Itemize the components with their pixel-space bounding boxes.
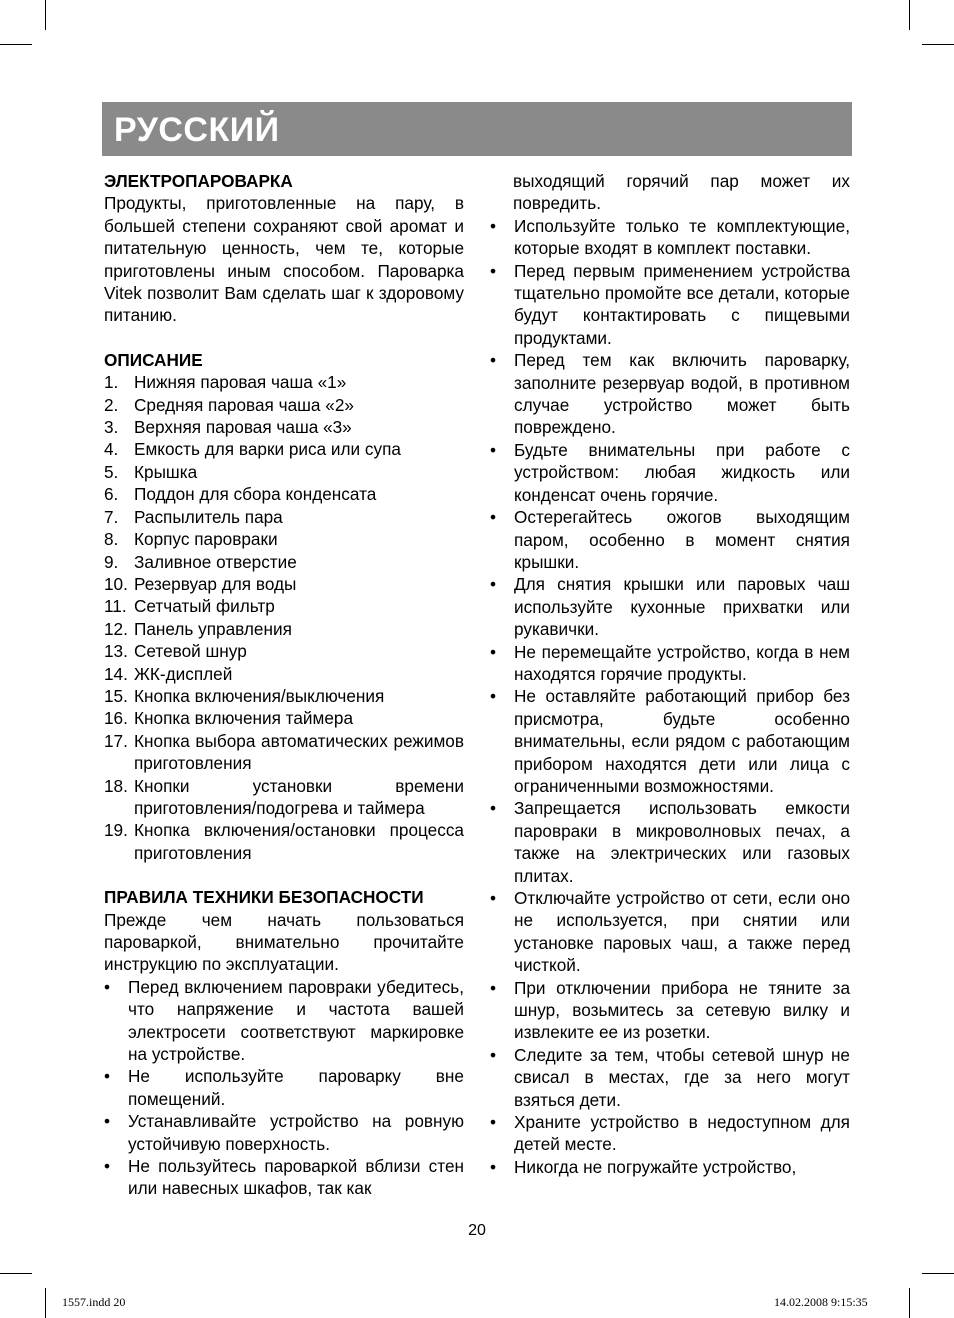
list-item: 15. Кнопка включения/выключения <box>104 685 385 706</box>
list-item: 16. Кнопка включения таймера <box>104 708 354 729</box>
crop-mark-top-left-v <box>45 0 46 30</box>
language-header-bar <box>102 102 852 156</box>
crop-mark-bottom-right-h <box>922 1273 954 1274</box>
parts-list <box>104 371 464 864</box>
list-item: • Устанавливайте устройство на ровную устойчивую поверхность. <box>104 1111 464 1154</box>
list-item: • Используйте только те комплектующие, которые входят в комплект поставки. <box>490 215 850 259</box>
bullet-icon: • <box>104 1156 111 1177</box>
list-item: 4. Емкость для варки риса или супа <box>104 439 401 460</box>
crop-mark-top-right-h <box>922 44 954 45</box>
list-item: 3. Верхняя паровая чаша «3» <box>104 417 352 438</box>
bullet-icon: • <box>490 1156 497 1177</box>
list-item: 8. Корпус паровраки <box>104 529 278 550</box>
list-item: • При отключении прибора не тяните за шнур, возьмитесь за сетевую вилку и извлеките ее из розетки. <box>490 977 850 1043</box>
crop-mark-top-right-v <box>909 0 910 30</box>
list-item: • Храните устройство в недоступном для детей месте. <box>490 1112 850 1155</box>
list-item: 11. Сетчатый фильтр <box>104 596 275 617</box>
list-item: 18. Кнопки установки времени приготовления/подогрева и таймера <box>104 775 464 818</box>
bullet-icon: • <box>490 439 497 460</box>
bullet-icon: • <box>490 1044 497 1065</box>
bullet-icon: • <box>490 350 497 371</box>
safety-bullets-right <box>490 215 850 1178</box>
list-item: 2. Средняя паровая чаша «2» <box>104 394 354 415</box>
list-item: • Не используйте пароварку вне помещений. <box>104 1066 464 1109</box>
list-item: • Остерегайтесь ожогов выходящим паром, особенно в момент снятия крышки. <box>490 507 850 572</box>
bullet-icon: • <box>490 798 497 819</box>
list-item: • Перед тем как включить пароварку, заполните резервуар водой, в противном случае устройство может быть повреждено. <box>490 350 850 438</box>
list-item: 6. Поддон для сбора конденсата <box>104 484 377 505</box>
list-item: 5. Крышка <box>104 461 198 482</box>
safety-heading: ПРАВИЛА ТЕХНИКИ БЕЗОПАСНОСТИ <box>104 887 424 908</box>
description-heading: ОПИСАНИЕ <box>104 349 203 370</box>
intro-heading: ЭЛЕКТРОПАРОВАРКА <box>104 171 293 191</box>
bullet-icon: • <box>490 215 497 236</box>
page-number: 20 <box>468 1222 486 1239</box>
list-item: • Никогда не погружайте устройство, <box>490 1156 797 1177</box>
list-item: 1. Нижняя паровая чаша «1» <box>104 372 347 393</box>
bullet-icon: • <box>490 574 497 595</box>
list-item: • Перед первым применением устройства тщательно промойте все детали, которые будут контактировать с пищевыми продуктами. <box>490 260 850 348</box>
crop-mark-bottom-left-h <box>0 1273 32 1274</box>
date-info: 14.02.2008 9:15:35 <box>774 1295 868 1309</box>
list-item: 14. ЖК-дисплей <box>104 663 233 684</box>
bullet-icon: • <box>490 507 497 528</box>
bullet-icon: • <box>490 260 497 281</box>
list-item: • Не перемещайте устройство, когда в нем находятся горячие продукты. <box>490 641 850 684</box>
bullet-icon: • <box>490 977 497 998</box>
list-item: 17. Кнопка выбора автоматических режимов приготовления <box>104 730 464 774</box>
list-item: • Отключайте устройство от сети, если оно не используется, при снятии или установке паровых чаш, а также перед чисткой. <box>490 888 850 976</box>
list-item: • Для снятия крышки или паровых чаш используйте кухонные прихватки или рукавички. <box>490 574 850 640</box>
list-item: • Не оставляйте работающий прибор без присмотра, будьте особенно внимательны, если рядом с работающим прибором находятся дети или лица с ограниченными возможностями. <box>490 686 850 796</box>
list-item: 19. Кнопка включения/остановки процесса приготовления <box>104 820 464 863</box>
right-column <box>490 170 850 1178</box>
list-item: • Не пользуйтесь пароваркой вблизи стен или навесных шкафов, так как <box>104 1156 464 1199</box>
intro-text: Продукты, приготовленные на пару, в большей степени сохраняют свой аромат и питательную ценность, чем те, которые приготовлены иным способом. Пароварка Vitek позволит Вам сделать шаг к здоровому питанию. <box>104 193 464 326</box>
left-column <box>104 170 464 1200</box>
bullet-icon: • <box>104 976 111 997</box>
bullet-icon: • <box>104 1111 111 1132</box>
list-item: 7. Распылитель пара <box>104 506 283 527</box>
bullet-icon: • <box>490 686 497 707</box>
list-item: 13. Сетевой шнур <box>104 641 247 662</box>
bullet-icon: • <box>104 1066 111 1087</box>
safety-bullets-left <box>104 976 464 1200</box>
file-info: 1557.indd 20 <box>62 1295 126 1309</box>
list-item: • Будьте внимательны при работе с устройством: любая жидкость или конденсат очень горячие. <box>490 439 850 505</box>
continued-text: выходящий горячий пар может их повредить. <box>513 171 850 214</box>
safety-intro: Прежде чем начать пользоваться пароваркой, внимательно прочитайте инструкцию по эксплуатации. <box>104 909 464 975</box>
bullet-icon: • <box>490 888 497 908</box>
list-item: 10. Резервуар для воды <box>104 573 297 594</box>
list-item: 9. Заливное отверстие <box>104 551 297 572</box>
list-item: • Перед включением паровраки убедитесь, что напряжение и частота вашей электросети соответствуют маркировке на устройстве. <box>104 976 464 1065</box>
crop-mark-top-left-h <box>0 44 32 45</box>
list-item: • Следите за тем, чтобы сетевой шнур не свисал в местах, где за него могут взяться дети. <box>490 1044 850 1110</box>
crop-mark-bottom-left-v <box>45 1288 46 1318</box>
list-item: 12. Панель управления <box>104 618 292 639</box>
language-title: РУССКИЙ <box>114 111 280 149</box>
list-item: • Запрещается использовать емкости паровраки в микроволновых печах, а также на электрических или газовых плитах. <box>490 798 850 886</box>
bullet-icon: • <box>490 1112 497 1133</box>
crop-mark-bottom-right-v <box>909 1288 910 1318</box>
bullet-icon: • <box>490 641 497 662</box>
